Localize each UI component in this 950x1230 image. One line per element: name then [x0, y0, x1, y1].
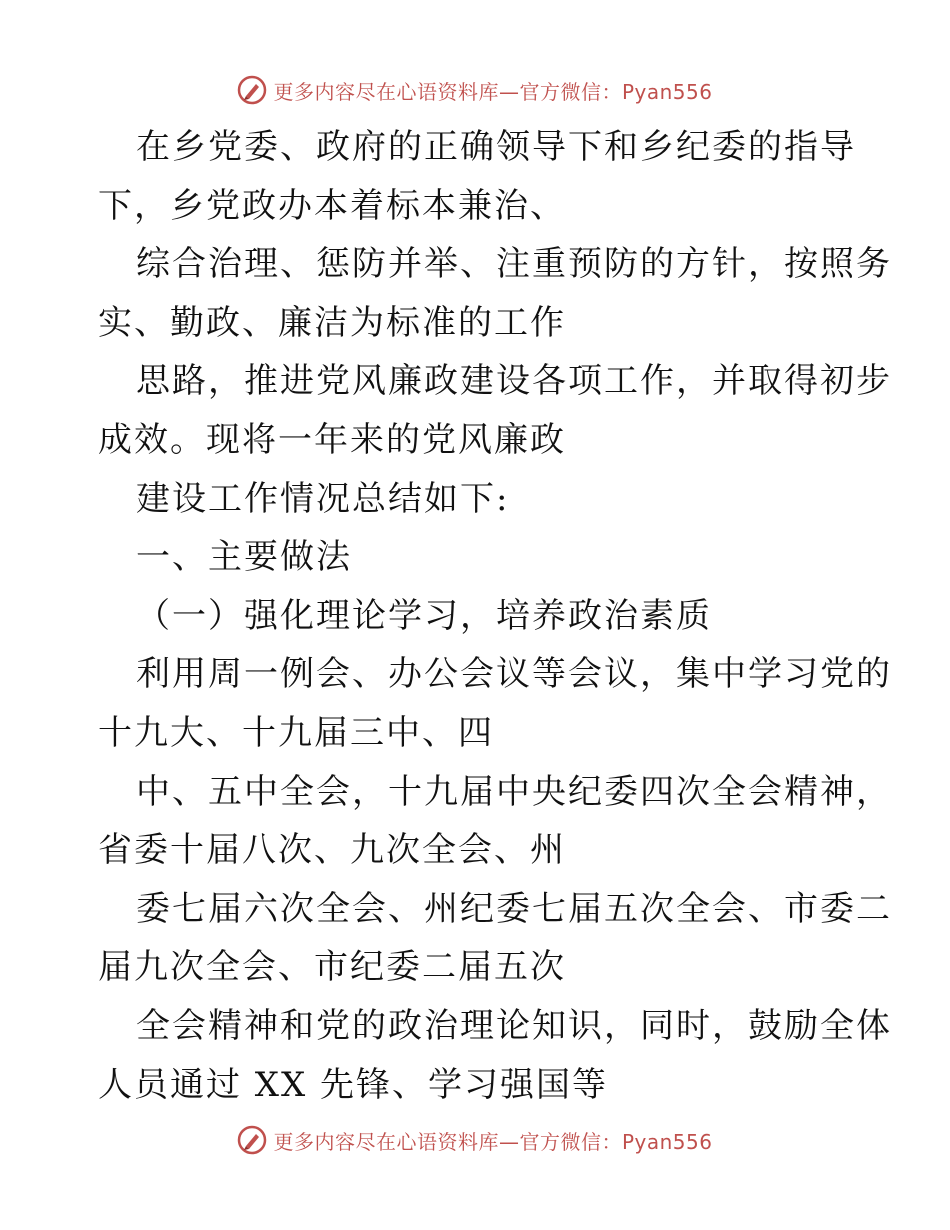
text-line: 综合治理、惩防并举、注重预防的方针，按照务 — [136, 244, 892, 285]
watermark-text: 更多内容尽在心语资料库—官方微信：Pyan556 — [273, 79, 713, 104]
pen-logo-icon — [237, 75, 267, 105]
text-line: 全会精神和党的政治理论知识，同时，鼓励全体 — [136, 1005, 892, 1046]
subsection-heading: （一）强化理论学习，培养政治素质 — [136, 595, 712, 636]
text-line: 下，乡党政办本着标本兼治、 — [98, 185, 566, 226]
text-line: 人员通过 XX 先锋、学习强国等 — [98, 1064, 609, 1105]
text-line: 中、五中全会，十九届中央纪委四次全会精神， — [136, 771, 892, 812]
text-line: 届九次全会、市纪委二届五次 — [98, 947, 566, 988]
text-line: 在乡党委、政府的正确领导下和乡纪委的指导 — [136, 127, 856, 167]
text-line: 思路，推进党风廉政建设各项工作，并取得初步 — [136, 361, 892, 402]
text-line: 省委十届八次、九次全会、州 — [98, 830, 566, 871]
pen-logo-icon — [237, 1125, 267, 1155]
text-line: 十九大、十九届三中、四 — [98, 712, 494, 753]
text-line: 利用周一例会、办公会议等会议，集中学习党的 — [136, 654, 892, 695]
text-line: 委七届六次全会、州纪委七届五次全会、市委二 — [136, 888, 892, 929]
document-body — [98, 118, 892, 1114]
section-heading: 一、主要做法 — [136, 537, 352, 578]
text-line: 建设工作情况总结如下: — [136, 478, 510, 519]
footer-watermark — [0, 1122, 950, 1158]
text-line: 成效。现将一年来的党风廉政 — [98, 419, 566, 460]
watermark-text: 更多内容尽在心语资料库—官方微信：Pyan556 — [273, 1129, 713, 1154]
text-line: 实、勤政、廉洁为标准的工作 — [98, 302, 566, 343]
header-watermark — [0, 72, 950, 108]
